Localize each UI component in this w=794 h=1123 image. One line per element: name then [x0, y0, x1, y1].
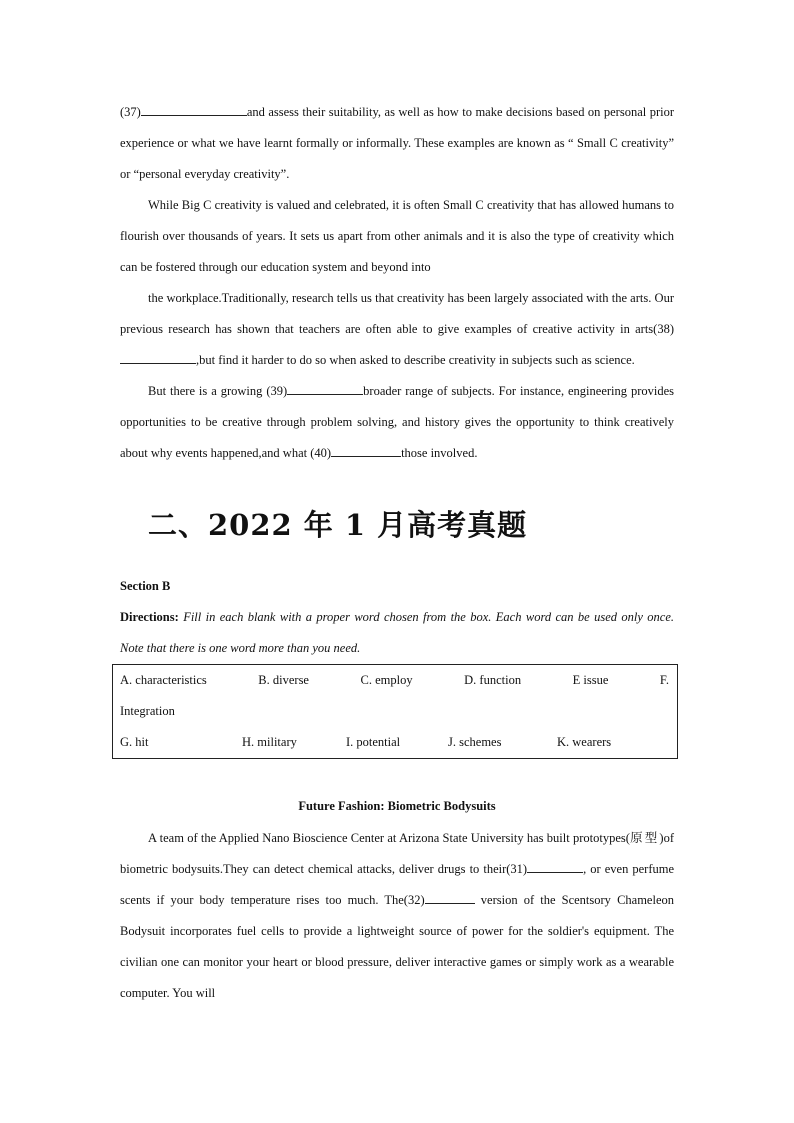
word-box — [112, 664, 678, 759]
paragraph-big-c: While Big C creativity is valued and celebrated, it is often Small C creativity that has allowed humans to flourish over thousands of years. It sets us apart from other animals and it is also the type of creativity which can be fostered through our education system and beyond into — [120, 198, 674, 274]
directions-text: Fill in each blank with a proper word chosen from the box. Each word can be used only once. Note that there is one word more than you need. — [120, 610, 674, 655]
bodysuits-text-4: version of the Scentsory Chameleon Bodysuit incorporates fuel cells to provide a lightweight source of power for the soldier's equipment. The civilian one can monitor your heart or blood pressure, deliver interactive games or simply work as a wearable computer. You will — [120, 893, 674, 1000]
word-option-e: E issue — [572, 673, 609, 687]
word-option-j: J. schemes — [448, 735, 502, 749]
word-option-g: G. hit — [120, 735, 149, 749]
word-option-b: B. diverse — [258, 673, 309, 687]
paragraph-37-text: and assess their suitability, as well as how to make decisions based on personal prior experience or what we have learnt formally or informally. These examples are known as “ Small C creativity” or “personal everyday creativity”. — [120, 105, 674, 181]
paragraph-bodysuits — [120, 822, 674, 1009]
word-box-row-2 — [120, 727, 669, 758]
blank-39[interactable] — [287, 381, 363, 395]
word-option-c: C. employ — [360, 673, 413, 687]
paragraph-40-text: broader range of subjects. For instance, engineering provides opportunities to be creative through problem solving, and history gives the opportunity to think creatively about why events happened,and what (40) — [120, 384, 675, 460]
paragraph-workplace — [120, 283, 674, 376]
bodysuits-text-3: , or even perfume scents if your body temperature rises too much. The(32) — [120, 862, 675, 907]
directions-label: Directions: — [120, 610, 179, 624]
section-label: Section B — [120, 579, 171, 593]
blank-37[interactable] — [141, 102, 247, 116]
word-option-f-cont: Integration — [120, 704, 175, 718]
blank-40[interactable] — [331, 443, 401, 457]
paragraph-39-text: But there is a growing (39) — [148, 384, 288, 398]
paragraph-38-text-end: ,but find it harder to do so when asked to describe creativity in subjects such as science. — [196, 353, 635, 367]
blank-31[interactable] — [527, 859, 583, 873]
blank-38[interactable] — [120, 350, 196, 364]
blank-37-label: (37) — [120, 105, 141, 119]
document-page — [120, 97, 674, 1009]
chinese-gloss: 原型 — [629, 830, 660, 845]
paragraph-growing — [120, 376, 674, 469]
directions — [120, 602, 674, 664]
passage-title: Future Fashion: Biometric Bodysuits — [298, 799, 496, 813]
blank-32[interactable] — [425, 890, 475, 904]
paragraph-40-text-end: those involved. — [401, 446, 478, 460]
word-option-k: K. wearers — [557, 735, 612, 749]
word-option-i: I. potential — [346, 735, 401, 749]
word-option-f: F. — [659, 673, 669, 687]
paragraph-37 — [120, 97, 674, 190]
paragraph-38-text: the workplace.Traditionally, research tells us that creativity has been largely associated with the arts. Our previous research has shown that teachers are often able to give examples of creative activity in arts(38) — [120, 291, 674, 336]
word-option-h: H. military — [242, 735, 297, 749]
bodysuits-text-1: A team of the Applied Nano Bioscience Center at Arizona State University has built prototypes( — [148, 831, 630, 845]
word-box-row-1 — [120, 665, 669, 696]
section-heading: 二、2022 年 1 月高考真题 — [148, 508, 528, 542]
bodysuits-text-2: )of biometric bodysuits.They can detect chemical attacks, deliver drugs to their(31) — [120, 831, 674, 876]
word-option-d: D. function — [464, 673, 522, 687]
word-option-a: A. characteristics — [120, 673, 207, 687]
